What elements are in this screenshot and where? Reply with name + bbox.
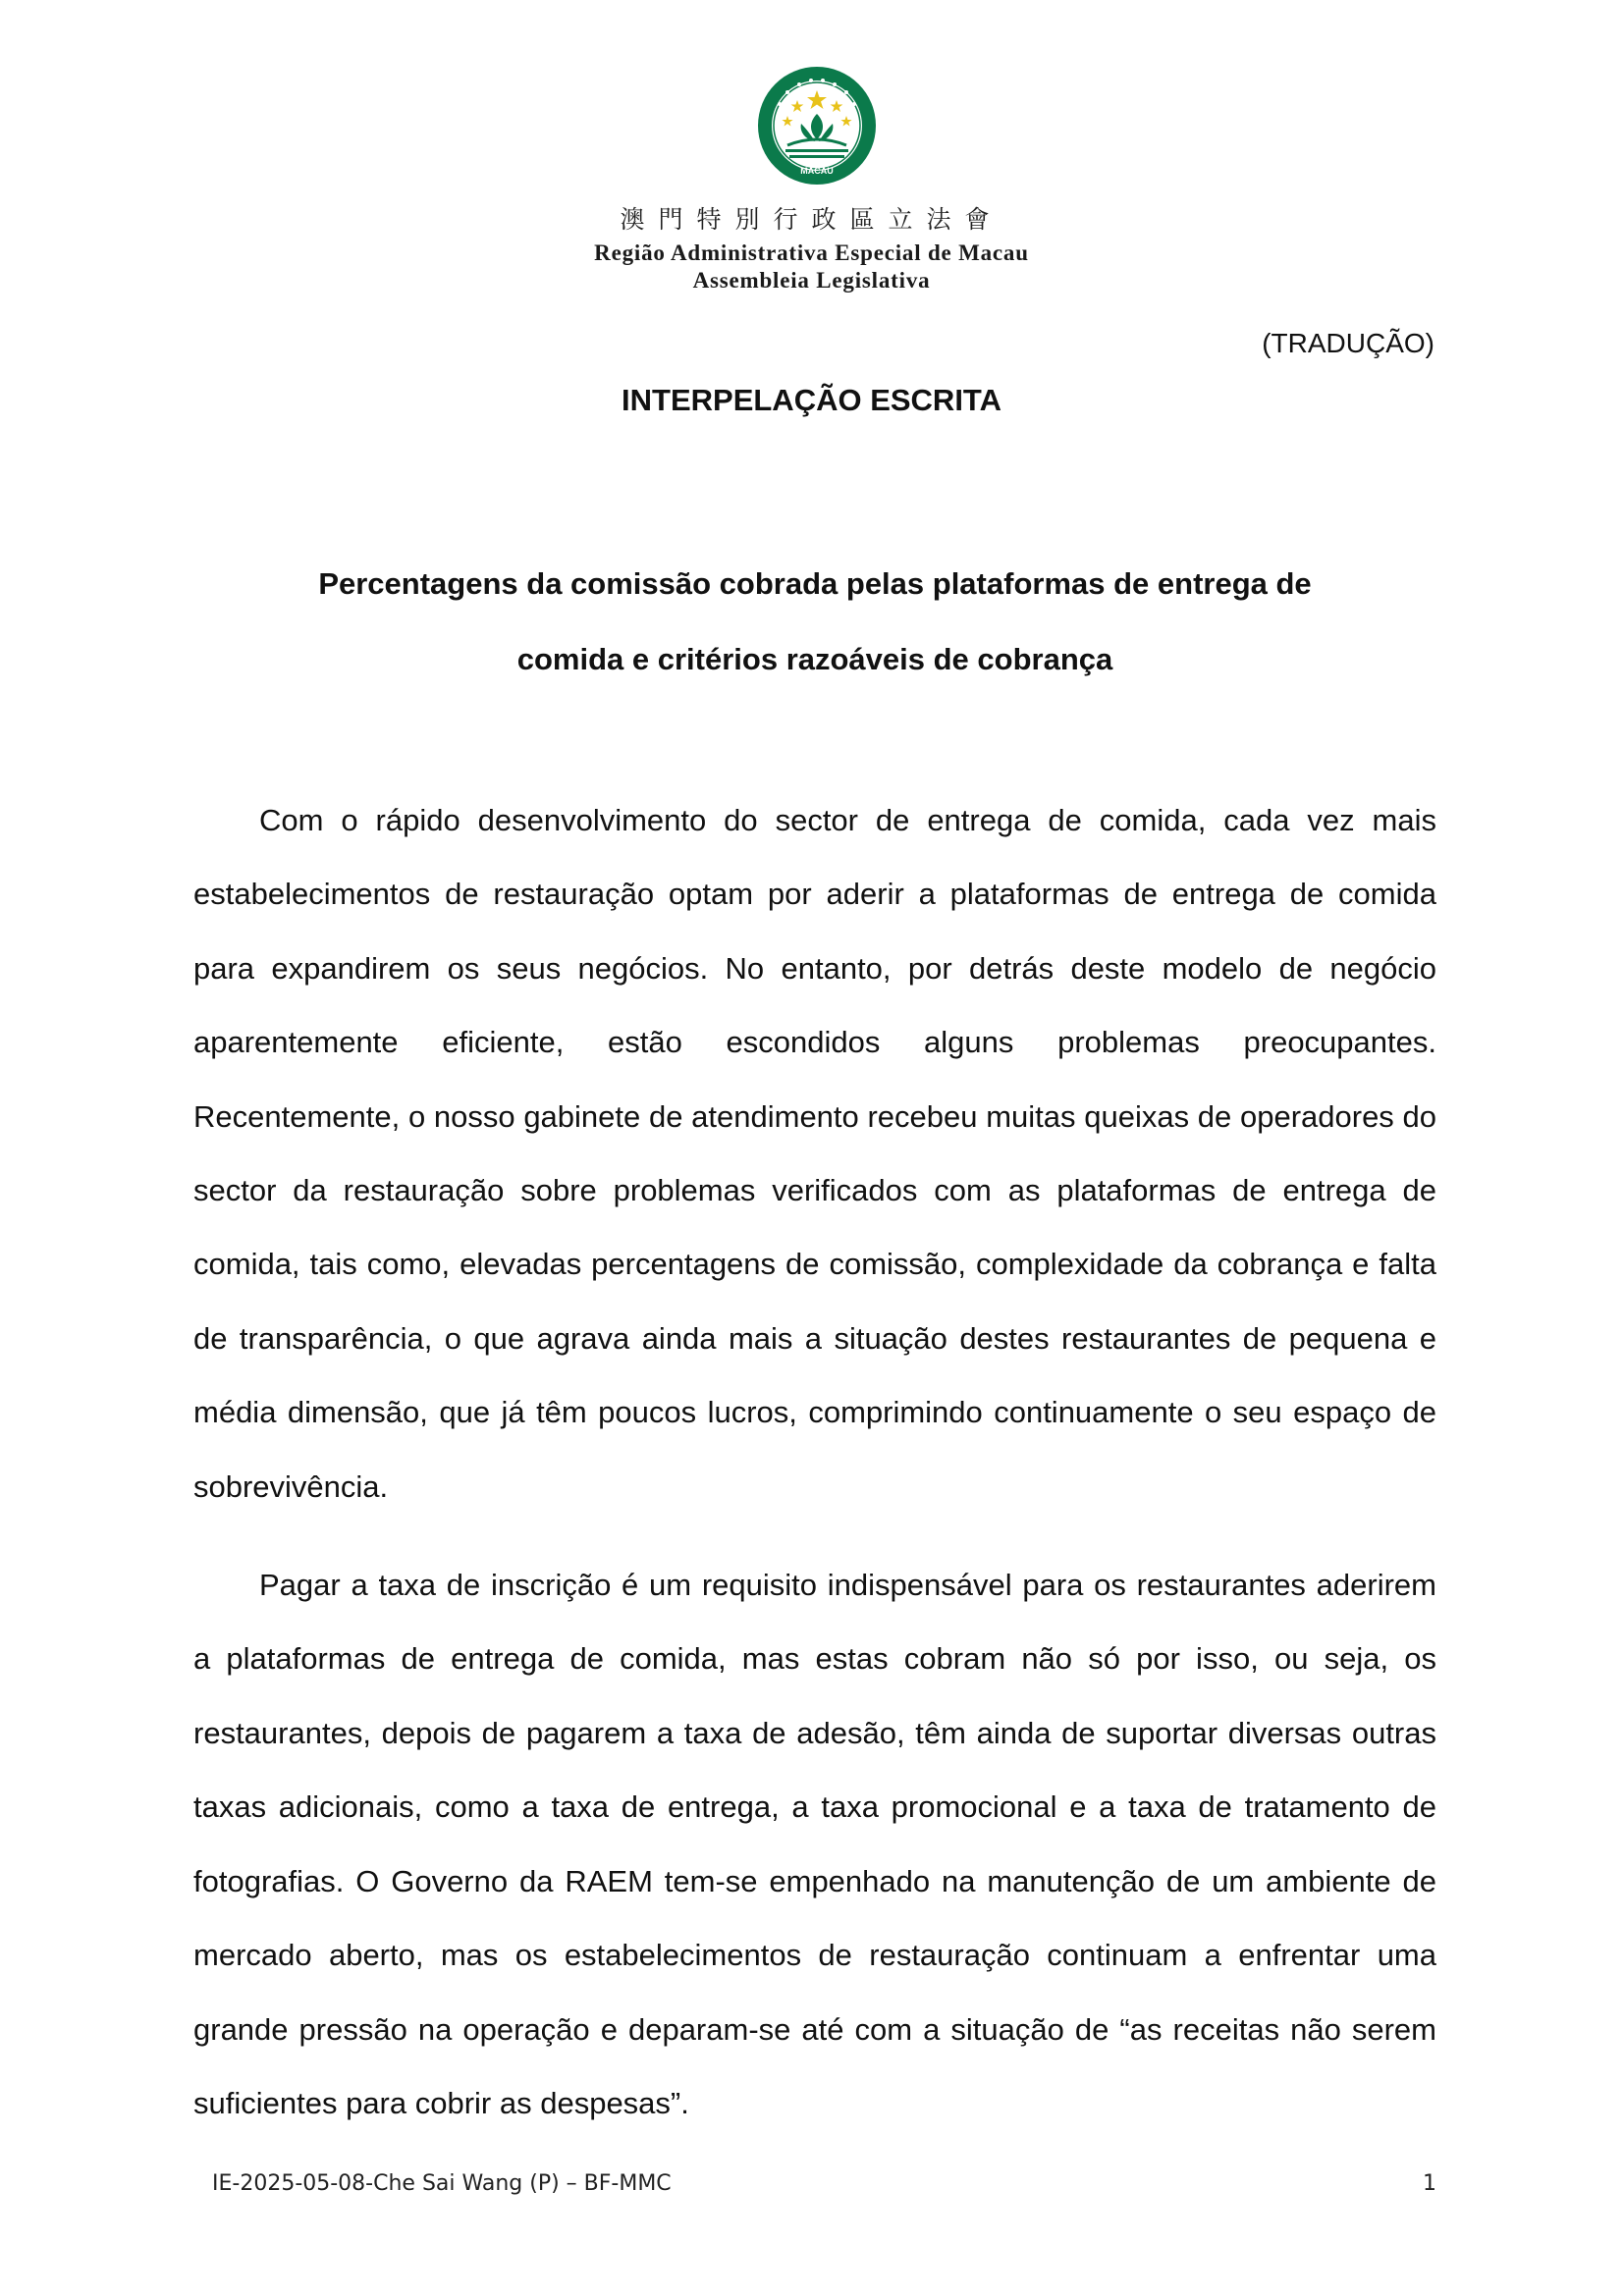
header-chinese-name: 澳門特別行政區立法會 [620,205,1003,234]
macau-emblem-icon [756,65,878,187]
document-body [193,783,1436,2164]
footer-reference: IE-2025-05-08-Che Sai Wang (P) – BF-MMC [212,2171,672,2196]
header-region-name: Região Administrativa Especial de Macau [594,240,1029,265]
emblem-text: MACAU [800,166,834,176]
body-paragraph: Com o rápido desenvolvimento do sector de entrega de comida, cada vez mais estabelecimentos de restauração optam por aderir a plataformas de entrega de comida para expandirem os seus negócios. No entanto, por detrás deste modelo de negócio aparentemente eficiente, estão escondidos alguns problemas preocupantes. Recentemente, o nosso gabinete de atendimento recebeu muitas queixas de operadores do sector da restauração sobre problemas verificados com as plataformas de entrega de comida, tais como, elevadas percentagens de comissão, complexidade da cobrança e falta de transparência, o que agrava ainda mais a situação destes restaurantes de pequena e média dimensão, que já têm poucos lucros, comprimindo continuamente o seu espaço de sobrevivência. [193,803,1436,1504]
body-paragraph: Pagar a taxa de inscrição é um requisito indispensável para os restaurantes aderirem a plataformas de entrega de comida, mas estas cobram não só por isso, ou seja, os restaurantes, depois de pagarem a taxa de adesão, têm ainda de suportar diversas outras taxas adicionais, como a taxa de entrega, a taxa promocional e a taxa de tratamento de fotografias. O Governo da RAEM tem-se empenhado na manutenção de um ambiente de mercado aberto, mas os estabelecimentos de restauração continuam a enfrentar uma grande pressão na operação e deparam-se até com a situação de “as receitas não serem suficientes para cobrir as despesas”. [193,1568,1436,2120]
document-subject: Percentagens da comissão cobrada pelas plataformas de entrega de comida e critérios razoáveis de cobrança [318,566,1312,676]
header-assembly-name: Assembleia Legislativa [692,268,931,293]
translation-note: (TRADUÇÃO) [1262,328,1434,358]
document-type-title: INTERPELAÇÃO ESCRITA [622,383,1001,417]
footer-page-number: 1 [1423,2171,1436,2196]
